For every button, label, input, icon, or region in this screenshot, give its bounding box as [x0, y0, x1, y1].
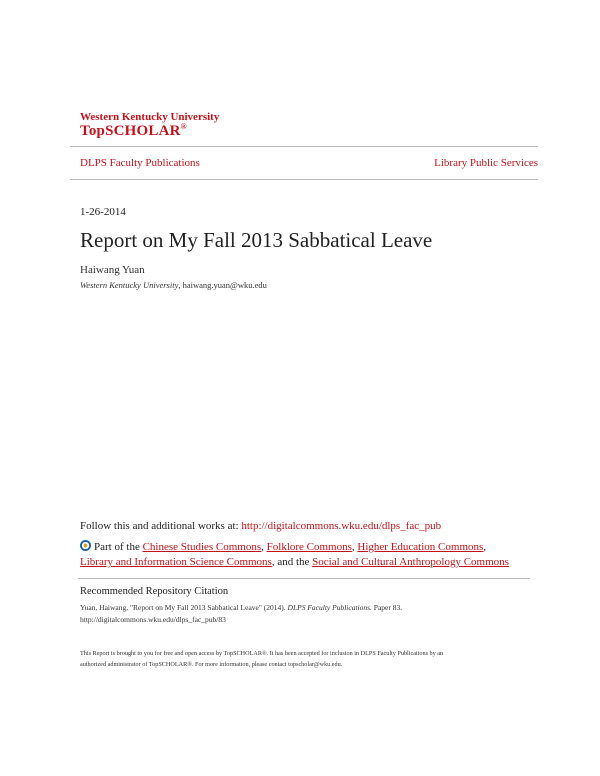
author-email[interactable]: , haiwang.yuan@wku.edu [178, 280, 267, 290]
document-title: Report on My Fall 2013 Sabbatical Leave [80, 228, 433, 252]
institution-name: Western Kentucky University [80, 111, 220, 123]
affiliation-institution: Western Kentucky University [80, 280, 179, 290]
publication-date: 1-26-2014 [80, 206, 126, 218]
repository-title: TopSCHOLAR [80, 123, 181, 139]
department-link[interactable]: Library Public Services [434, 157, 538, 169]
social-cultural-anthropology-link[interactable]: Social and Cultural Anthropology Commons [312, 556, 509, 568]
access-notice [80, 648, 540, 670]
collection-link[interactable]: DLPS Faculty Publications [80, 157, 200, 169]
registered-mark: ® [180, 122, 187, 131]
citation-series: DLPS Faculty Publications. [287, 603, 372, 612]
open-access-icon [80, 540, 91, 551]
repository-name[interactable] [80, 122, 187, 140]
header-divider [70, 146, 538, 147]
citation-url[interactable]: http://digitalcommons.wku.edu/dlps_fac_pub/83 [80, 615, 226, 624]
higher-education-link[interactable]: Higher Education Commons [357, 541, 484, 553]
library-information-science-link[interactable]: Library and Information Science Commons [80, 556, 272, 568]
author-name: Haiwang Yuan [80, 264, 145, 276]
nav-divider [70, 179, 538, 180]
notice-line-2: authorized administrator of TopSCHOLAR®. For more information, please contact topscholar@wku.edu. [80, 661, 343, 668]
chinese-studies-link[interactable]: Chinese Studies Commons [142, 541, 262, 553]
part-of-prefix: Part of the [94, 541, 143, 553]
notice-line-1: This Report is brought to you for free and open access by TopSCHOLAR®. It has been accepted for inclusion in DLPS Faculty Publications by an [80, 650, 444, 657]
citation-author-title: Yuan, Haiwang, "Report on My Fall 2013 Sabbatical Leave" (2014). [80, 603, 288, 612]
separator: , [483, 541, 487, 553]
author-affiliation [80, 280, 267, 290]
collection-url-link[interactable]: http://digitalcommons.wku.edu/dlps_fac_pub [241, 520, 442, 532]
separator: , [351, 541, 358, 553]
follow-line [80, 520, 441, 532]
citation-divider [78, 578, 530, 579]
separator: , [261, 541, 267, 553]
citation-text [80, 602, 540, 626]
citation-heading: Recommended Repository Citation [80, 586, 229, 597]
and-the: , and the [271, 556, 313, 568]
folklore-link[interactable]: Folklore Commons [266, 541, 352, 553]
follow-label: Follow this and additional works at: [80, 520, 242, 532]
citation-paper: Paper 83. [371, 603, 403, 612]
part-of-line [80, 540, 540, 570]
